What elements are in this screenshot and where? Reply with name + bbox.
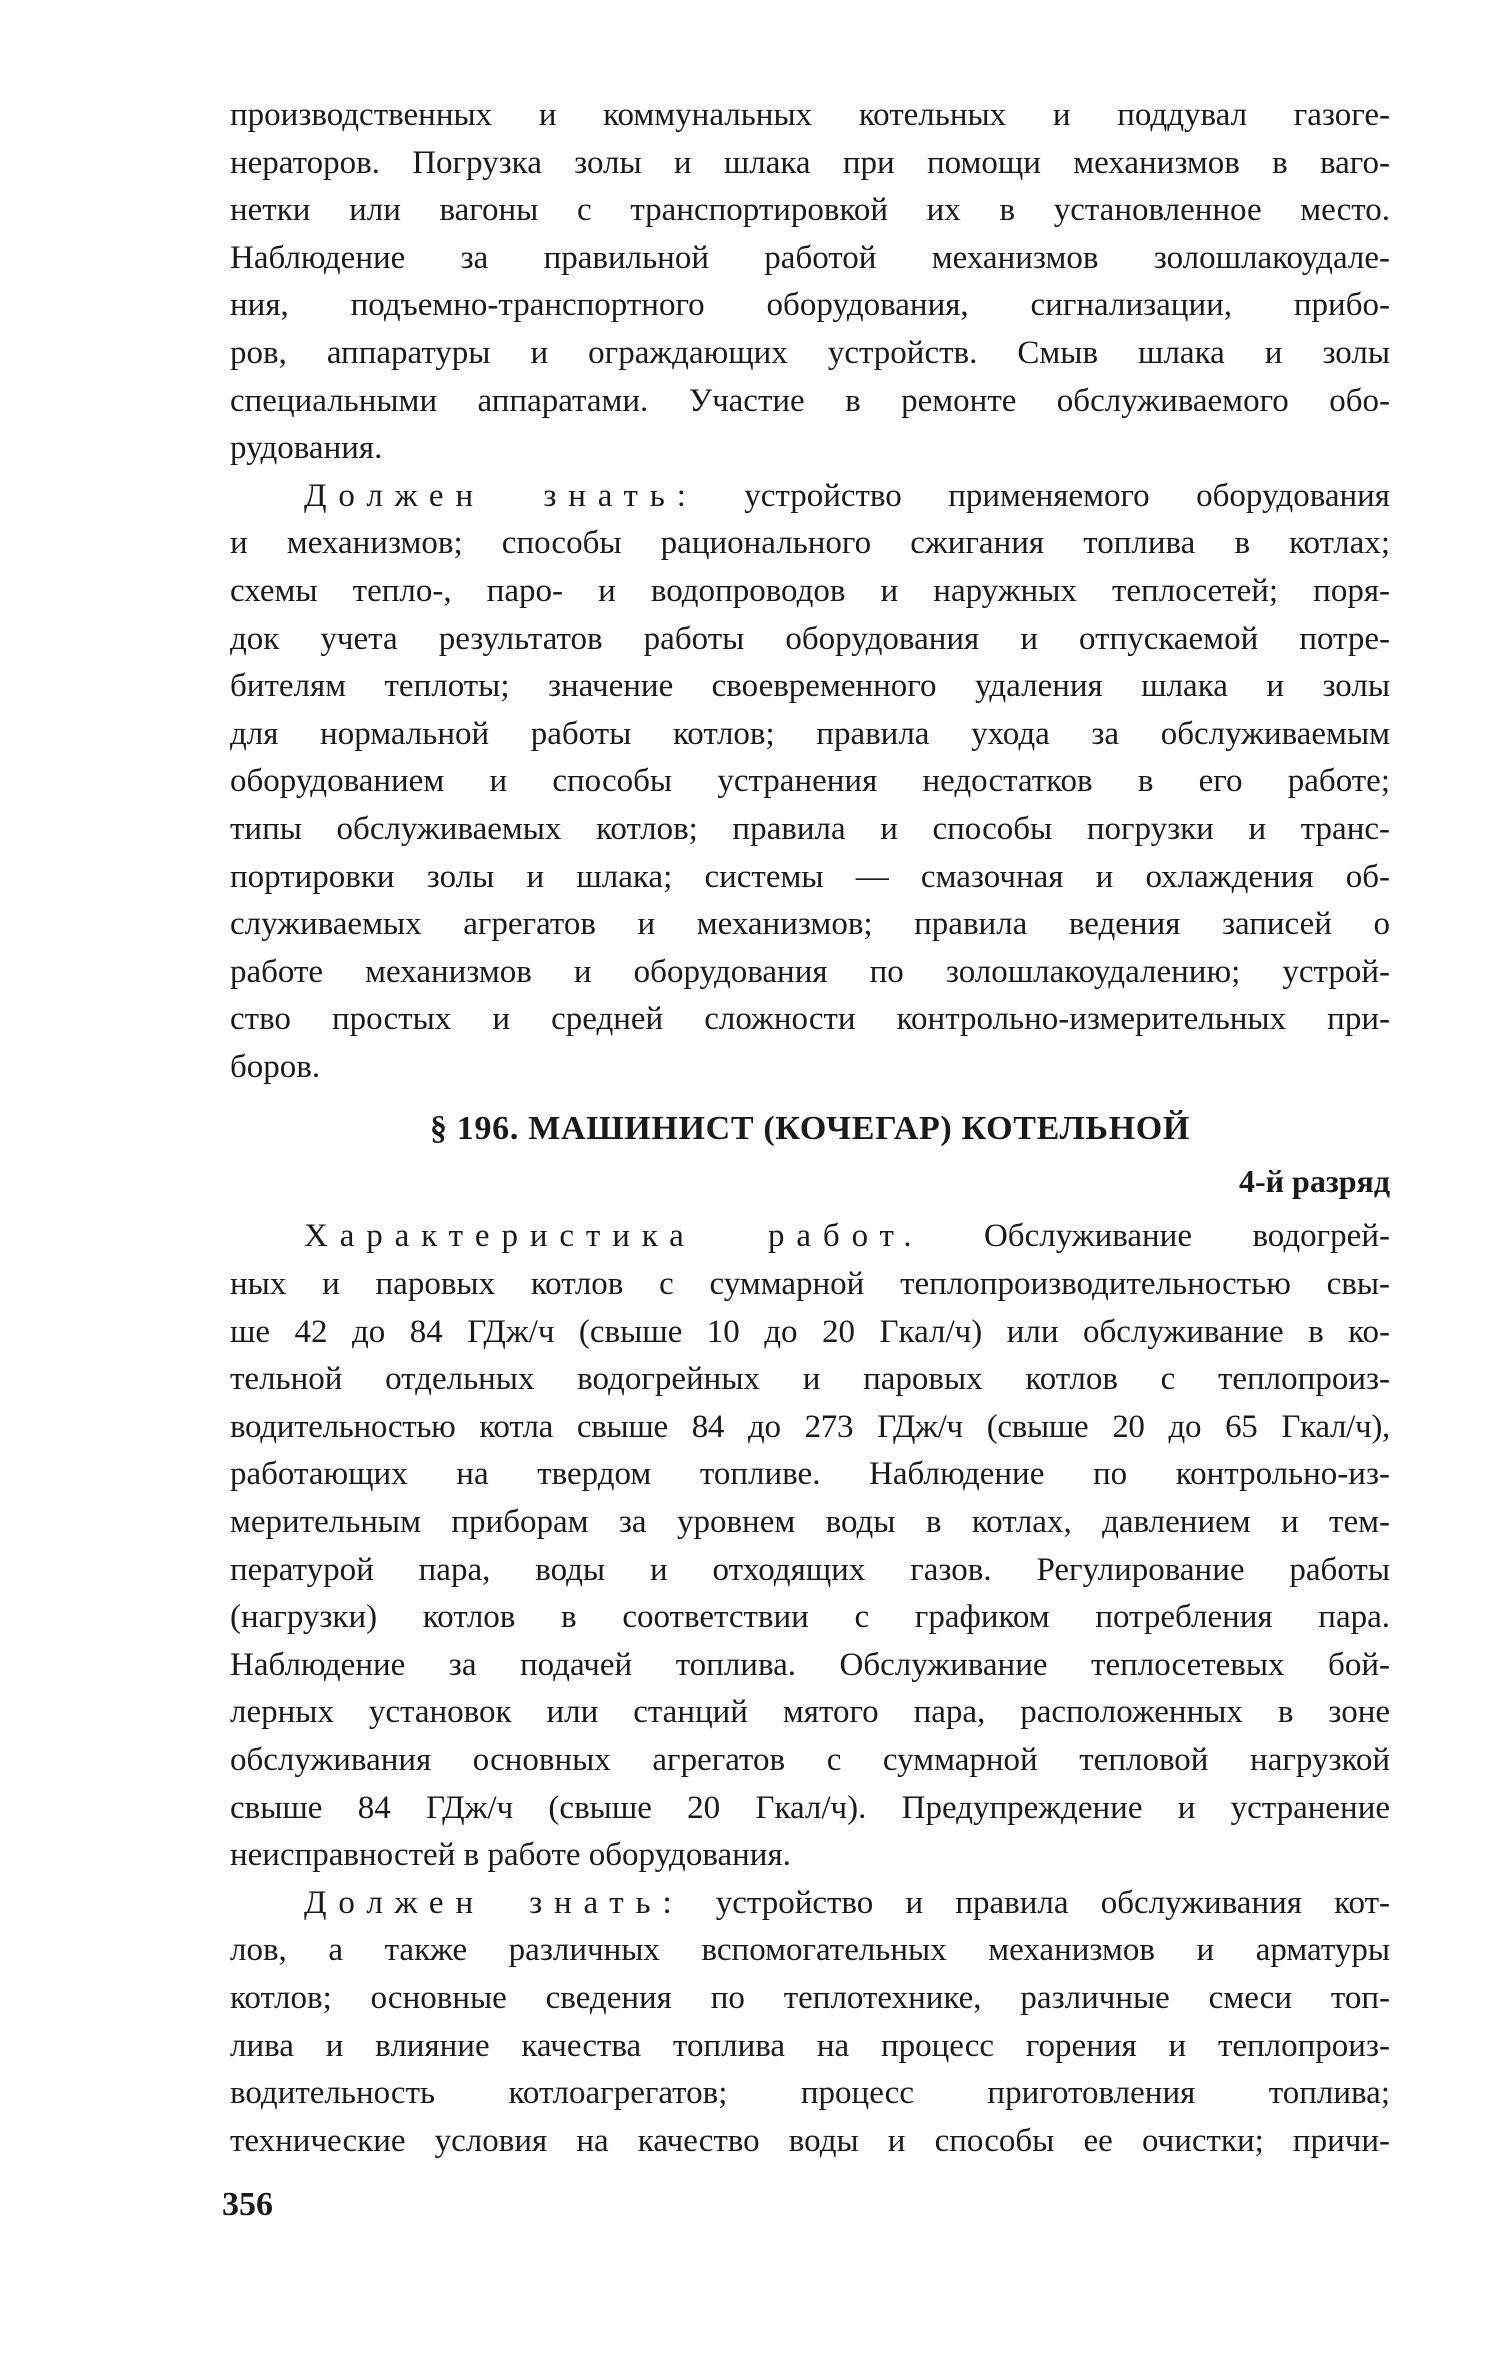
text-line: водительностью котла свыше 84 до 273 ГДж/ч (свыше 20 до 65 Гкал/ч),: [230, 1408, 1390, 1445]
text-line: лерных установок или станций мятого пара, расположенных в зоне: [230, 1694, 1390, 1731]
text-fragment: устройство применяемого оборудования: [744, 477, 1390, 514]
text-line: производственных и коммунальных котельных и поддувал газоге-: [230, 97, 1390, 133]
text-line: для нормальной работы котлов; правила ухода за обслуживаемым: [230, 715, 1390, 752]
text-line: боров.: [230, 1048, 321, 1085]
text-line-first: [230, 1213, 1390, 1261]
text-line: технические условия на качество воды и способы ее очистки; причи-: [230, 2122, 1390, 2159]
text-line: тельной отдельных водогрейных и паровых котлов с теплопроиз-: [230, 1361, 1390, 1398]
text-fragment: Обслуживание водогрей-: [983, 1218, 1390, 1255]
text-line: ров, аппаратуры и ограждающих устройств. Смыв шлака и золы: [230, 334, 1390, 371]
text-line: бителям теплоты; значение своевременного удаления шлака и золы: [230, 668, 1390, 705]
paragraph-label: Должен знать:: [304, 1884, 684, 1921]
text-line-first: [230, 1880, 1390, 1928]
text-line: мерительным приборам за уровнем воды в котлах, давлением и тем-: [230, 1504, 1390, 1541]
text-line: Наблюдение за подачей топлива. Обслуживание теплосетевых бой-: [230, 1646, 1390, 1683]
text-fragment: устройство и правила обслуживания кот-: [715, 1884, 1390, 1921]
text-line: (нагрузки) котлов в соответствии с графиком потребления пара.: [230, 1599, 1390, 1636]
text-line: неисправностей в работе оборудования.: [230, 1837, 791, 1874]
text-line: работе механизмов и оборудования по золошлакоудалению; устрой-: [230, 953, 1390, 990]
text-line: лива и влияние качества топлива на процесс горения и теплопроиз-: [230, 2027, 1390, 2064]
text-line: нетки или вагоны с транспортировкой их в установленное место.: [230, 192, 1390, 229]
text-line-first: [230, 473, 1390, 521]
text-line: рудования.: [230, 430, 383, 467]
grade-label: 4-й разряд: [1238, 1163, 1390, 1200]
text-line: и механизмов; способы рационального сжигания топлива в котлах;: [230, 525, 1390, 562]
text-line: служиваемых агрегатов и механизмов; правила ведения записей о: [230, 906, 1390, 943]
paragraph-work-characteristics: [230, 1213, 1390, 1879]
text-line: Наблюдение за правильной работой механизмов золошлакоудале-: [230, 239, 1390, 276]
text-line: специальными аппаратами. Участие в ремонте обслуживаемого обо-: [230, 382, 1390, 419]
text-line: лов, а также различных вспомогательных механизмов и арматуры: [230, 1932, 1390, 1969]
text-line: водительность котлоагрегатов; процесс приготовления топлива;: [230, 2075, 1390, 2112]
document-page: [230, 92, 1390, 2165]
text-line: портировки золы и шлака; системы — смазочная и охлаждения об-: [230, 858, 1390, 895]
text-line: док учета результатов работы оборудования и отпускаемой потре-: [230, 620, 1390, 657]
paragraph-label: Характеристика работ.: [304, 1218, 924, 1255]
paragraph-work-description-continued: [230, 92, 1390, 473]
paragraph-must-know-1: [230, 473, 1390, 1092]
page-number: 356: [222, 2186, 273, 2223]
paragraph-must-know-2: [230, 1880, 1390, 2166]
text-line: оборудованием и способы устранения недостатков в его работе;: [230, 763, 1390, 800]
text-line: котлов; основные сведения по теплотехнике, различные смеси топ-: [230, 1979, 1390, 2016]
text-line: работающих на твердом топливе. Наблюдение по контрольно-из-: [230, 1456, 1390, 1493]
text-line: пературой пара, воды и отходящих газов. Регулирование работы: [230, 1551, 1390, 1588]
section-heading: § 196. МАШИНИСТ (КОЧЕГАР) КОТЕЛЬНОЙ: [429, 1110, 1191, 1148]
text-line: ния, подъемно-транспортного оборудования, сигнализации, прибо-: [230, 287, 1390, 324]
text-line: ных и паровых котлов с суммарной теплопроизводительностью свы-: [230, 1266, 1390, 1303]
text-line: обслуживания основных агрегатов с суммарной тепловой нагрузкой: [230, 1742, 1390, 1778]
text-line: свыше 84 ГДж/ч (свыше 20 Гкал/ч). Предупреждение и устранение: [230, 1789, 1390, 1826]
text-line: нераторов. Погрузка золы и шлака при помощи механизмов в ваго-: [230, 144, 1390, 181]
text-line: ство простых и средней сложности контрольно-измерительных при-: [230, 1001, 1390, 1038]
text-line: ше 42 до 84 ГДж/ч (свыше 10 до 20 Гкал/ч) или обслуживание в ко-: [230, 1313, 1390, 1350]
text-line: типы обслуживаемых котлов; правила и способы погрузки и транс-: [230, 810, 1390, 847]
text-line: схемы тепло-, паро- и водопроводов и наружных теплосетей; поря-: [230, 572, 1390, 609]
paragraph-label: Должен знать:: [304, 477, 698, 514]
